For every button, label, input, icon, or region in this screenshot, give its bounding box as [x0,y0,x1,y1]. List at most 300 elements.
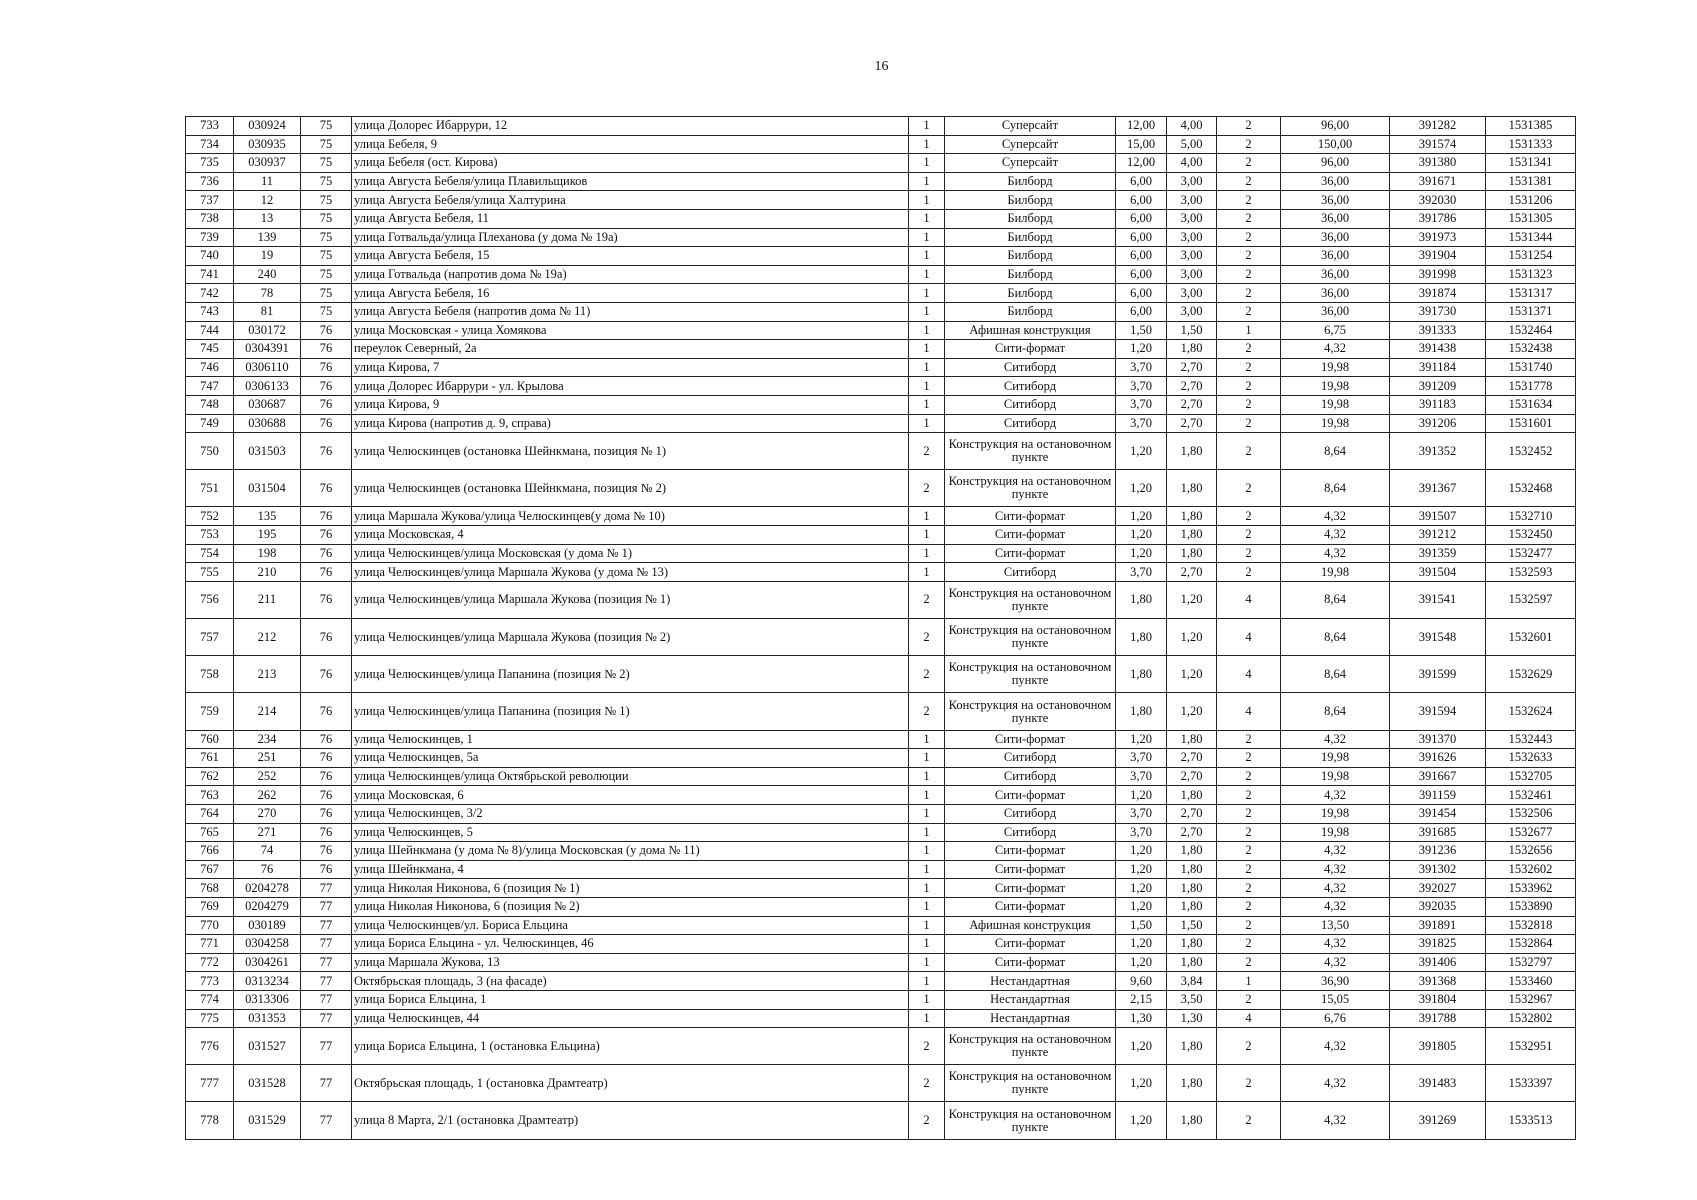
structure-id-cell: 271 [234,823,301,842]
coord-y-cell: 1533397 [1486,1065,1576,1102]
table-row [186,953,1576,972]
side-count-cell: 1 [909,879,945,898]
width-cell: 1,20 [1116,544,1167,563]
coord-x-cell: 391685 [1390,823,1486,842]
structure-type-cell: Билборд [945,302,1116,321]
table-row [186,730,1576,749]
table-row [186,972,1576,991]
field-count-cell: 2 [1217,526,1281,545]
area-cell: 19,98 [1281,749,1390,768]
row-number-cell: 734 [186,135,234,154]
row-number-cell: 768 [186,879,234,898]
structure-id-cell: 0313306 [234,990,301,1009]
address-cell: улица Августа Бебеля, 11 [352,209,909,228]
side-count-cell: 1 [909,507,945,526]
area-cell: 36,00 [1281,247,1390,266]
coord-y-cell: 1532601 [1486,619,1576,656]
structure-id-cell: 030935 [234,135,301,154]
side-count-cell: 1 [909,767,945,786]
structure-type-cell: Конструкция на остановочном пункте [945,433,1116,470]
coord-x-cell: 392030 [1390,191,1486,210]
structure-type-cell: Билборд [945,265,1116,284]
height-cell: 2,70 [1167,395,1217,414]
area-cell: 19,98 [1281,395,1390,414]
coord-x-cell: 392027 [1390,879,1486,898]
address-cell: улица Кирова, 9 [352,395,909,414]
table-row [186,117,1576,136]
width-cell: 1,20 [1116,433,1167,470]
area-cell: 4,32 [1281,526,1390,545]
height-cell: 1,80 [1167,470,1217,507]
district-code-cell: 77 [301,916,352,935]
coord-y-cell: 1531344 [1486,228,1576,247]
structure-id-cell: 031503 [234,433,301,470]
coord-x-cell: 391380 [1390,154,1486,173]
district-code-cell: 76 [301,470,352,507]
coord-x-cell: 391333 [1390,321,1486,340]
height-cell: 2,70 [1167,749,1217,768]
district-code-cell: 76 [301,860,352,879]
height-cell: 3,00 [1167,247,1217,266]
height-cell: 1,80 [1167,1028,1217,1065]
row-number-cell: 749 [186,414,234,433]
table-row [186,154,1576,173]
area-cell: 96,00 [1281,154,1390,173]
width-cell: 1,50 [1116,321,1167,340]
coord-x-cell: 391998 [1390,265,1486,284]
structure-id-cell: 78 [234,284,301,303]
district-code-cell: 75 [301,117,352,136]
field-count-cell: 2 [1217,879,1281,898]
area-cell: 4,32 [1281,842,1390,861]
structure-id-cell: 195 [234,526,301,545]
district-code-cell: 75 [301,247,352,266]
width-cell: 3,70 [1116,395,1167,414]
table-row [186,842,1576,861]
width-cell: 1,20 [1116,935,1167,954]
height-cell: 1,80 [1167,544,1217,563]
structure-id-cell: 81 [234,302,301,321]
coord-y-cell: 1532464 [1486,321,1576,340]
address-cell: улица Августа Бебеля (напротив дома № 11) [352,302,909,321]
table-row [186,395,1576,414]
address-cell: улица Маршала Жукова/улица Челюскинцев(у дома № 10) [352,507,909,526]
width-cell: 1,20 [1116,842,1167,861]
coord-x-cell: 391184 [1390,358,1486,377]
row-number-cell: 761 [186,749,234,768]
structure-id-cell: 13 [234,209,301,228]
field-count-cell: 2 [1217,228,1281,247]
row-number-cell: 776 [186,1028,234,1065]
width-cell: 3,70 [1116,767,1167,786]
row-number-cell: 739 [186,228,234,247]
table-row [186,804,1576,823]
field-count-cell: 2 [1217,897,1281,916]
width-cell: 1,20 [1116,860,1167,879]
area-cell: 8,64 [1281,619,1390,656]
structure-id-cell: 270 [234,804,301,823]
address-cell: улица Челюскинцев (остановка Шейнкмана, позиция № 1) [352,433,909,470]
row-number-cell: 764 [186,804,234,823]
coord-y-cell: 1532624 [1486,693,1576,730]
field-count-cell: 4 [1217,656,1281,693]
table-row [186,563,1576,582]
row-number-cell: 778 [186,1102,234,1139]
area-cell: 6,75 [1281,321,1390,340]
table-row [186,1102,1576,1139]
row-number-cell: 746 [186,358,234,377]
structure-type-cell: Ситиборд [945,823,1116,842]
coord-x-cell: 391904 [1390,247,1486,266]
table-row [186,433,1576,470]
address-cell: Октябрьская площадь, 3 (на фасаде) [352,972,909,991]
side-count-cell: 1 [909,897,945,916]
coord-y-cell: 1531323 [1486,265,1576,284]
structure-type-cell: Сити-формат [945,507,1116,526]
side-count-cell: 1 [909,544,945,563]
structure-type-cell: Суперсайт [945,135,1116,154]
coord-y-cell: 1531341 [1486,154,1576,173]
structure-type-cell: Конструкция на остановочном пункте [945,693,1116,730]
structure-type-cell: Сити-формат [945,730,1116,749]
coord-y-cell: 1532438 [1486,340,1576,359]
height-cell: 2,70 [1167,767,1217,786]
structure-id-cell: 0304261 [234,953,301,972]
area-cell: 19,98 [1281,563,1390,582]
structure-type-cell: Сити-формат [945,897,1116,916]
structure-type-cell: Афишная конструкция [945,321,1116,340]
side-count-cell: 1 [909,823,945,842]
address-cell: улица Бебеля, 9 [352,135,909,154]
structure-id-cell: 030924 [234,117,301,136]
coord-y-cell: 1532506 [1486,804,1576,823]
coord-y-cell: 1532797 [1486,953,1576,972]
side-count-cell: 2 [909,470,945,507]
address-cell: улица Челюскинцев, 5 [352,823,909,842]
table-row [186,860,1576,879]
coord-x-cell: 391212 [1390,526,1486,545]
area-cell: 36,00 [1281,228,1390,247]
height-cell: 1,80 [1167,340,1217,359]
width-cell: 1,80 [1116,581,1167,618]
area-cell: 8,64 [1281,470,1390,507]
structure-type-cell: Сити-формат [945,953,1116,972]
side-count-cell: 1 [909,414,945,433]
structure-type-cell: Билборд [945,191,1116,210]
row-number-cell: 744 [186,321,234,340]
coord-y-cell: 1532597 [1486,581,1576,618]
area-cell: 4,32 [1281,340,1390,359]
district-code-cell: 75 [301,228,352,247]
height-cell: 1,30 [1167,1009,1217,1028]
coord-y-cell: 1531254 [1486,247,1576,266]
structure-id-cell: 0313234 [234,972,301,991]
district-code-cell: 77 [301,879,352,898]
height-cell: 1,80 [1167,730,1217,749]
address-cell: улица Челюскинцев/ул. Бориса Ельцина [352,916,909,935]
district-code-cell: 77 [301,1009,352,1028]
field-count-cell: 2 [1217,284,1281,303]
district-code-cell: 76 [301,581,352,618]
district-code-cell: 75 [301,154,352,173]
address-cell: улица Челюскинцев/улица Маршала Жукова (позиция № 1) [352,581,909,618]
field-count-cell: 2 [1217,358,1281,377]
structure-id-cell: 0306133 [234,377,301,396]
structure-id-cell: 031527 [234,1028,301,1065]
width-cell: 3,70 [1116,377,1167,396]
side-count-cell: 1 [909,302,945,321]
district-code-cell: 76 [301,767,352,786]
structure-id-cell: 262 [234,786,301,805]
height-cell: 1,50 [1167,916,1217,935]
field-count-cell: 1 [1217,972,1281,991]
field-count-cell: 2 [1217,507,1281,526]
width-cell: 1,20 [1116,1102,1167,1139]
district-code-cell: 76 [301,749,352,768]
width-cell: 1,30 [1116,1009,1167,1028]
area-cell: 36,00 [1281,172,1390,191]
width-cell: 9,60 [1116,972,1167,991]
row-number-cell: 747 [186,377,234,396]
address-cell: улица Челюскинцев/улица Маршала Жукова (у дома № 13) [352,563,909,582]
width-cell: 1,50 [1116,916,1167,935]
field-count-cell: 2 [1217,1028,1281,1065]
coord-x-cell: 391574 [1390,135,1486,154]
coord-y-cell: 1532629 [1486,656,1576,693]
side-count-cell: 1 [909,172,945,191]
district-code-cell: 76 [301,842,352,861]
width-cell: 1,20 [1116,897,1167,916]
structure-type-cell: Сити-формат [945,786,1116,805]
field-count-cell: 2 [1217,749,1281,768]
width-cell: 6,00 [1116,191,1167,210]
side-count-cell: 1 [909,135,945,154]
structure-type-cell: Билборд [945,209,1116,228]
height-cell: 1,80 [1167,860,1217,879]
district-code-cell: 75 [301,284,352,303]
width-cell: 1,20 [1116,507,1167,526]
structure-id-cell: 252 [234,767,301,786]
district-code-cell: 76 [301,563,352,582]
field-count-cell: 2 [1217,767,1281,786]
width-cell: 3,70 [1116,358,1167,377]
district-code-cell: 76 [301,693,352,730]
address-cell: улица Августа Бебеля, 16 [352,284,909,303]
field-count-cell: 2 [1217,823,1281,842]
side-count-cell: 1 [909,284,945,303]
address-cell: улица Челюскинцев/улица Маршала Жукова (позиция № 2) [352,619,909,656]
coord-x-cell: 391302 [1390,860,1486,879]
height-cell: 2,70 [1167,377,1217,396]
side-count-cell: 1 [909,1009,945,1028]
height-cell: 2,70 [1167,414,1217,433]
coord-y-cell: 1531634 [1486,395,1576,414]
address-cell: улица Челюскинцев/улица Московская (у дома № 1) [352,544,909,563]
width-cell: 1,80 [1116,619,1167,656]
height-cell: 1,80 [1167,953,1217,972]
coord-y-cell: 1532951 [1486,1028,1576,1065]
table-row [186,228,1576,247]
side-count-cell: 1 [909,786,945,805]
field-count-cell: 2 [1217,414,1281,433]
coord-y-cell: 1532818 [1486,916,1576,935]
field-count-cell: 2 [1217,135,1281,154]
area-cell: 6,76 [1281,1009,1390,1028]
coord-y-cell: 1532967 [1486,990,1576,1009]
structure-type-cell: Нестандартная [945,990,1116,1009]
structure-id-cell: 211 [234,581,301,618]
field-count-cell: 2 [1217,265,1281,284]
height-cell: 1,80 [1167,507,1217,526]
structure-type-cell: Конструкция на остановочном пункте [945,470,1116,507]
height-cell: 5,00 [1167,135,1217,154]
area-cell: 4,32 [1281,730,1390,749]
coord-x-cell: 391236 [1390,842,1486,861]
district-code-cell: 76 [301,507,352,526]
height-cell: 1,80 [1167,433,1217,470]
row-number-cell: 754 [186,544,234,563]
row-number-cell: 756 [186,581,234,618]
address-cell: улица Московская, 6 [352,786,909,805]
row-number-cell: 770 [186,916,234,935]
side-count-cell: 1 [909,730,945,749]
district-code-cell: 76 [301,823,352,842]
side-count-cell: 1 [909,377,945,396]
structure-type-cell: Ситиборд [945,377,1116,396]
district-code-cell: 77 [301,953,352,972]
field-count-cell: 2 [1217,470,1281,507]
field-count-cell: 4 [1217,619,1281,656]
width-cell: 6,00 [1116,228,1167,247]
structure-id-cell: 0306110 [234,358,301,377]
coord-y-cell: 1533513 [1486,1102,1576,1139]
district-code-cell: 76 [301,544,352,563]
coord-y-cell: 1531305 [1486,209,1576,228]
address-cell: улица Готвальда/улица Плеханова (у дома № 19а) [352,228,909,247]
structure-type-cell: Сити-формат [945,544,1116,563]
coord-y-cell: 1533890 [1486,897,1576,916]
area-cell: 36,00 [1281,302,1390,321]
height-cell: 1,80 [1167,1065,1217,1102]
width-cell: 3,70 [1116,823,1167,842]
coord-y-cell: 1531385 [1486,117,1576,136]
table-row [186,507,1576,526]
district-code-cell: 76 [301,395,352,414]
structure-type-cell: Сити-формат [945,340,1116,359]
row-number-cell: 733 [186,117,234,136]
field-count-cell: 2 [1217,544,1281,563]
height-cell: 3,00 [1167,191,1217,210]
address-cell: улица Бориса Ельцина, 1 [352,990,909,1009]
coord-y-cell: 1531371 [1486,302,1576,321]
side-count-cell: 1 [909,340,945,359]
field-count-cell: 2 [1217,433,1281,470]
row-number-cell: 748 [186,395,234,414]
structure-id-cell: 031529 [234,1102,301,1139]
area-cell: 4,32 [1281,879,1390,898]
page-number: 16 [874,59,889,74]
row-number-cell: 738 [186,209,234,228]
row-number-cell: 740 [186,247,234,266]
row-number-cell: 743 [186,302,234,321]
table-row [186,935,1576,954]
address-cell: улица Челюскинцев, 44 [352,1009,909,1028]
area-cell: 8,64 [1281,693,1390,730]
height-cell: 1,20 [1167,581,1217,618]
table-row [186,172,1576,191]
side-count-cell: 2 [909,581,945,618]
field-count-cell: 4 [1217,693,1281,730]
district-code-cell: 76 [301,730,352,749]
height-cell: 3,00 [1167,284,1217,303]
table-row [186,656,1576,693]
width-cell: 6,00 [1116,172,1167,191]
structure-type-cell: Сити-формат [945,842,1116,861]
structure-type-cell: Билборд [945,284,1116,303]
structure-id-cell: 210 [234,563,301,582]
coord-x-cell: 391206 [1390,414,1486,433]
address-cell: улица Шейнкмана (у дома № 8)/улица Московская (у дома № 11) [352,842,909,861]
address-cell: улица Августа Бебеля, 15 [352,247,909,266]
structure-id-cell: 031528 [234,1065,301,1102]
width-cell: 1,80 [1116,693,1167,730]
field-count-cell: 2 [1217,916,1281,935]
side-count-cell: 1 [909,972,945,991]
height-cell: 3,00 [1167,228,1217,247]
district-code-cell: 77 [301,1102,352,1139]
side-count-cell: 1 [909,117,945,136]
structure-type-cell: Суперсайт [945,154,1116,173]
side-count-cell: 2 [909,1102,945,1139]
coord-x-cell: 391786 [1390,209,1486,228]
coord-x-cell: 391507 [1390,507,1486,526]
district-code-cell: 76 [301,619,352,656]
height-cell: 1,80 [1167,526,1217,545]
structure-type-cell: Ситиборд [945,563,1116,582]
side-count-cell: 1 [909,563,945,582]
field-count-cell: 2 [1217,172,1281,191]
area-cell: 4,32 [1281,1065,1390,1102]
structure-id-cell: 76 [234,860,301,879]
coord-x-cell: 391367 [1390,470,1486,507]
structure-id-cell: 240 [234,265,301,284]
address-cell: улица Маршала Жукова, 13 [352,953,909,972]
coord-y-cell: 1532452 [1486,433,1576,470]
structure-id-cell: 031504 [234,470,301,507]
coord-y-cell: 1532802 [1486,1009,1576,1028]
height-cell: 3,00 [1167,265,1217,284]
structure-id-cell: 030172 [234,321,301,340]
area-cell: 19,98 [1281,414,1390,433]
side-count-cell: 2 [909,1028,945,1065]
structure-id-cell: 12 [234,191,301,210]
structure-id-cell: 19 [234,247,301,266]
structure-type-cell: Ситиборд [945,749,1116,768]
area-cell: 4,32 [1281,507,1390,526]
field-count-cell: 2 [1217,860,1281,879]
side-count-cell: 1 [909,935,945,954]
structure-id-cell: 0304391 [234,340,301,359]
structure-type-cell: Конструкция на остановочном пункте [945,656,1116,693]
coord-y-cell: 1532461 [1486,786,1576,805]
table-row [186,767,1576,786]
side-count-cell: 1 [909,860,945,879]
advertising-structures-table [185,116,1576,1140]
row-number-cell: 750 [186,433,234,470]
structure-type-cell: Суперсайт [945,117,1116,136]
area-cell: 36,00 [1281,191,1390,210]
structure-id-cell: 251 [234,749,301,768]
